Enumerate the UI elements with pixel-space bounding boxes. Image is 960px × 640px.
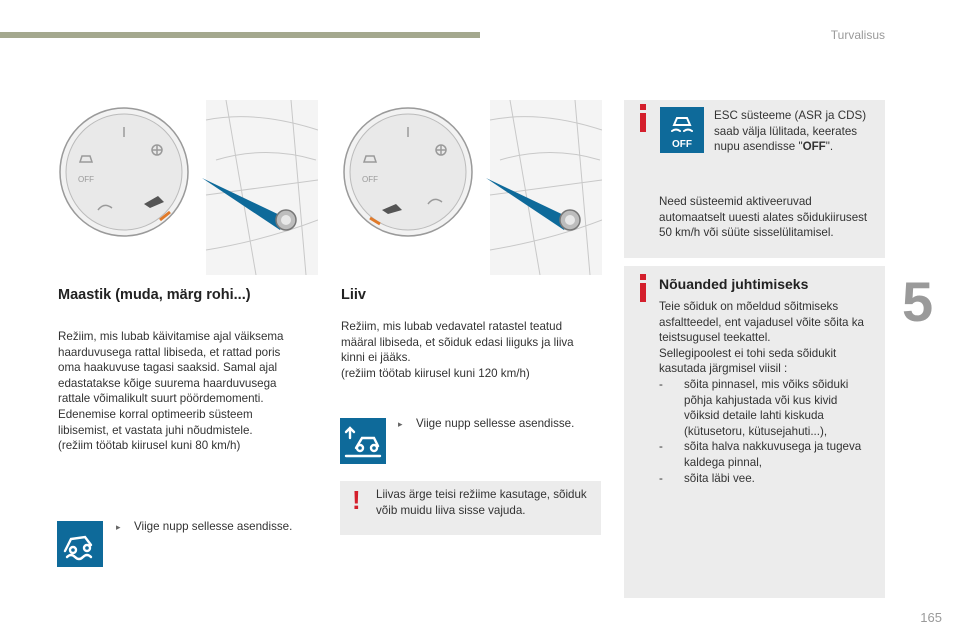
driving-tips-list [659,377,884,486]
driving-tips-title: Nõuanded juhtimiseks [659,276,809,292]
list-item: - sõita pinnasel, mis võiks sõiduki põhja kahjustada või kus kivid võiksid detaile lahti kiskuda (kütusetoru, kütusejahuti...), [659,378,849,438]
sand-mode-step: ▸ Viige nupp sellesse asendisse. [398,417,575,430]
list-item: - sõita halva nakkuvusega ja tugeva kaldega pinnal, [659,440,862,469]
mud-mode-title: Maastik (muda, märg rohi...) [58,287,251,303]
chapter-number: 5 [902,270,934,333]
sand-mode-description: Režiim, mis lubab vedavatel ratastel teatud määral libiseda, et sõiduk edasi liiguks ja liiva kinni ei jääks. (režiim töötab kiirusel kuni 120 km/h) [341,320,574,380]
svg-text:OFF: OFF [672,139,692,150]
mud-mode-icon [57,521,103,567]
page-number: 165 [920,610,942,625]
driving-tips-box [624,266,885,598]
sand-mode-title: Liiv [341,287,366,303]
esc-reactivation-text: Need süsteemid aktiveeruvad automaatselt uuesti alates sõidukiirusest 50 km/h või süüte sisselülitamisel. [659,195,868,240]
section-title: Turvalisus [830,28,885,42]
mud-mode-description: Režiim, mis lubab käivitamise ajal väiksema haarduvusega rattal libiseda, et rattad poris oma haakuvuse tagasi saaksid. Samal ajal edastatakse kõige suurema haarduvusega rattale võimalikult suurt pöördemomenti. Edenemise korral optimeerib süsteem libisemist, et vastata juhi nõudmistele. (režiim töötab kiirusel kuni 80 km/h) [58,330,284,453]
header-bar [0,32,480,38]
svg-text:OFF: OFF [362,175,378,184]
step-bullet-icon: ▸ [116,522,121,532]
sand-warning-box [340,481,601,535]
esc-off-text: ESC süsteeme (ASR ja CDS) saab välja lülitada, keerates nupu asendisse "OFF". [714,109,867,154]
mud-mode-step: ▸ Viige nupp sellesse asendisse. [116,520,293,533]
list-item: - sõita läbi vee. [659,471,755,485]
selector-knob-illustration-mud [56,100,318,275]
selector-knob-illustration-sand [340,100,602,275]
svg-text:OFF: OFF [78,175,94,184]
info-icon [640,113,646,132]
sand-warning-text: Liivas ärge teisi režiime kasutage, sõiduk võib muidu liiva sisse vajuda. [376,488,587,517]
sand-mode-icon [340,418,386,464]
driving-tips-intro: Teie sõiduk on mõeldud sõitmiseks asfaltteedel, ent vajadusel võite sõita ka teistsugusel teekattel. Sellegipoolest ei tohi seda sõidukit kasutada järgmisel viisil : [659,300,864,376]
step-bullet-icon: ▸ [398,419,403,429]
warning-icon: ! [352,485,361,515]
esc-info-box [624,100,885,258]
info-icon [640,283,646,302]
esc-off-icon [660,107,704,153]
